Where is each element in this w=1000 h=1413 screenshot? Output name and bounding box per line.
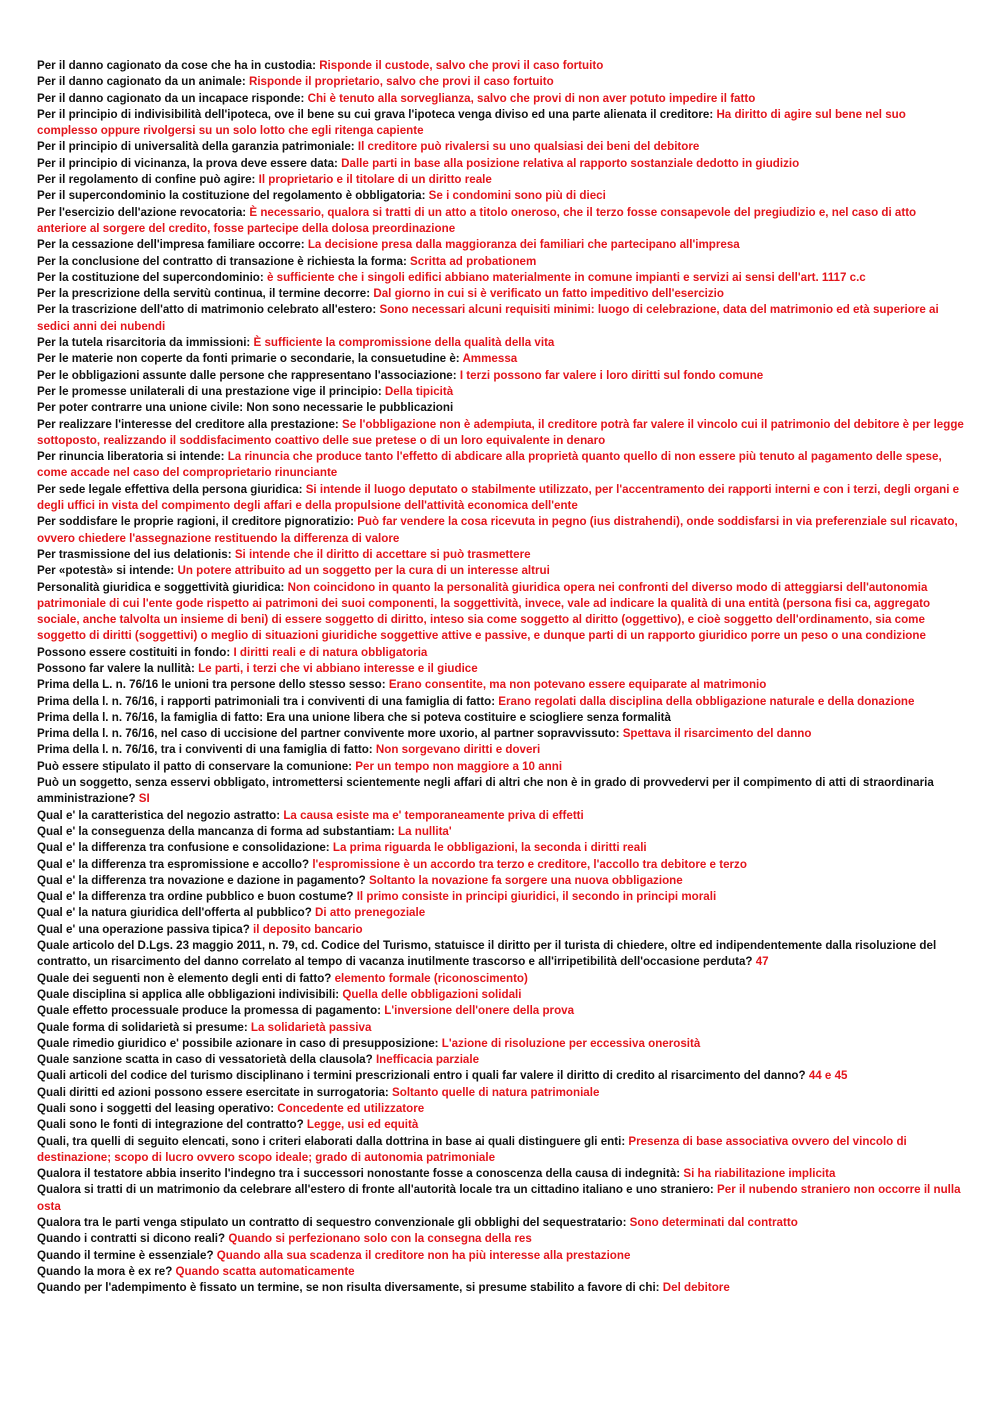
- question-text: Per il regolamento di confine può agire:: [37, 173, 259, 187]
- question-text: Per il danno cagionato da un incapace risponde:: [37, 91, 308, 105]
- question-text: Per soddisfare le proprie ragioni, il creditore pignoratizio:: [37, 515, 358, 529]
- answer-text: L'inversione dell'onere della prova: [384, 1004, 575, 1018]
- answer-text: Quando si perfezionano solo con la consegna della res: [228, 1232, 532, 1246]
- answer-text: Scritta ad probationem: [410, 254, 537, 268]
- answer-text: La prima riguarda le obbligazioni, la seconda i diritti reali: [332, 841, 647, 855]
- answer-text: SI: [138, 792, 150, 806]
- question-text: Possono far valere la nullità:: [37, 661, 199, 675]
- question-text: Quali sono i soggetti del leasing operativo:: [37, 1102, 278, 1115]
- question-text: Per il supercondominio la costituzione del regolamento è obbligatoria:: [37, 189, 429, 203]
- question-text: Qualora si tratti di un matrimonio da celebrare all'estero di fronte all'autorità locale tra un cittadino italiano e uno straniero:: [37, 1183, 718, 1197]
- qa-entry: [37, 139, 967, 155]
- question-text: Quali sono le fonti di integrazione del contratto?: [37, 1118, 307, 1132]
- answer-text: Per un tempo non maggiore a 10 anni: [355, 759, 563, 773]
- qa-entry: [37, 922, 967, 938]
- answer-text: Di atto prenegoziale: [315, 906, 426, 920]
- qa-entry: [37, 384, 967, 400]
- answer-text: Si intende il luogo deputato o stabilmente utilizzato, per l'accentramento dei rapporti interni e con i terzi, degli organi e degli uffici in vista del compimento degli affari e della propulsione dell'attività economica dell'ente: [37, 482, 960, 513]
- answer-text: Sono necessari alcuni requisiti minimi: luogo di celebrazione, data del matrimonio ed età superiore ai sedici anni dei nubendi: [37, 303, 939, 333]
- answer-text: l'espromissione è un accordo tra terzo e creditore, l'accollo tra debitore e terzo: [312, 857, 747, 871]
- question-text: Per le promesse unilaterali di una prestazione vige il principio:: [37, 384, 385, 398]
- answer-text: Può far vendere la cosa ricevuta in pegno (ius distrahendi), onde soddisfarsi in via preferenziale sul ricavato, ovvero chiedere l'assegnazione restituendo la differenza di valore: [37, 515, 958, 545]
- answer-text: Concedente ed utilizzatore: [277, 1102, 425, 1115]
- question-text: Possono essere costituiti in fondo:: [37, 645, 234, 659]
- question-text: Prima della l. n. 76/16, i rapporti patrimoniali tra i conviventi di una famiglia di fatto:: [37, 694, 499, 708]
- answer-text: Risponde il custode, salvo che provi il caso fortuito: [319, 59, 604, 72]
- answer-text: Il creditore può rivalersi su uno qualsiasi dei beni del debitore: [357, 140, 700, 154]
- question-text: Quando il termine è essenziale?: [37, 1248, 217, 1262]
- qa-entry: [37, 1117, 967, 1133]
- qa-entry: [37, 1166, 967, 1182]
- qa-entry: [37, 857, 967, 873]
- qa-entry: [37, 237, 967, 253]
- qa-entry: [37, 987, 967, 1003]
- qa-entry: [37, 938, 967, 971]
- question-text: Quando per l'adempimento è fissato un termine, se non risulta diversamente, si presume stabilito a favore di chi:: [37, 1281, 663, 1295]
- question-text: Quale sanzione scatta in caso di vessatorietà della clausola?: [37, 1053, 376, 1067]
- answer-text: Le parti, i terzi che vi abbiano interesse e il giudice: [198, 661, 478, 675]
- answer-text: Se i condomini sono più di dieci: [428, 189, 606, 203]
- question-text: Per le materie non coperte da fonti primarie o secondarie, la consuetudine è:: [37, 352, 463, 366]
- qa-entry: [37, 74, 967, 90]
- answer-text: Si intende che il diritto di accettare si può trasmettere: [234, 547, 531, 561]
- question-text: Qual e' la differenza tra novazione e dazione in pagamento?: [37, 873, 369, 887]
- qa-entry: [37, 1231, 967, 1247]
- qa-entry: [37, 661, 967, 677]
- qa-entry: [37, 694, 967, 710]
- answer-text: L'azione di risoluzione per eccessiva onerosità: [441, 1036, 701, 1050]
- qa-entry: [37, 286, 967, 302]
- question-text: Quale effetto processuale produce la promessa di pagamento:: [37, 1004, 385, 1018]
- qa-entry: [37, 156, 967, 172]
- answer-text: Se l'obbligazione non è adempiuta, il creditore potrà far valere il vincolo cui il patrimonio del debitore è per legge sottoposto, realizzando il soddisfacimento coattivo delle sue pretese o di un loro equivalente in denaro: [37, 417, 964, 447]
- answer-text: Ha diritto di agire sul bene nel suo complesso oppure rivolgersi su un solo lotto che egli ritenga capiente: [37, 107, 906, 138]
- answer-text: Un potere attribuito ad un soggetto per la cura di un interesse altrui: [177, 564, 550, 578]
- question-text: Per «potestà» si intende:: [37, 564, 178, 578]
- question-text: Prima della l. n. 76/16, nel caso di uccisione del partner convivente more uxorio, al partner sopravvissuto:: [37, 727, 623, 741]
- question-text: Per poter contrarre una unione civile: Non sono necessarie le pubblicazioni: [37, 401, 454, 415]
- answer-text: Chi è tenuto alla sorveglianza, salvo che provi di non aver potuto impedire il fatto: [307, 91, 756, 105]
- answer-text: Ammessa: [462, 352, 518, 366]
- answer-text: Non sorgevano diritti e doveri: [375, 743, 541, 757]
- qa-entry: [37, 58, 967, 74]
- qa-entry: [37, 645, 967, 661]
- qa-entry: [37, 547, 967, 563]
- question-text: Per la tutela risarcitoria da immissioni:: [37, 336, 254, 350]
- answer-text: il deposito bancario: [253, 922, 363, 936]
- answer-text: Per il nubendo straniero non occorre il nulla osta: [37, 1183, 961, 1213]
- question-text: Per le obbligazioni assunte dalle persone che rappresentano l'associazione:: [37, 368, 460, 382]
- qa-entry: [37, 335, 967, 351]
- question-text: Prima della l. n. 76/16, la famiglia di fatto: Era una unione libera che si poteva costituire e sciogliere senza formalità: [37, 710, 671, 724]
- qa-entry: [37, 971, 967, 987]
- qa-entry: [37, 1101, 967, 1117]
- qa-entry: [37, 514, 967, 547]
- question-text: Per la trascrizione dell'atto di matrimonio celebrato all'estero:: [37, 303, 380, 317]
- question-text: Prima della l. n. 76/16, tra i conviventi di una famiglia di fatto:: [37, 743, 376, 757]
- question-text: Qual e' la differenza tra espromissione e accollo?: [37, 857, 313, 871]
- qa-entry: [37, 400, 967, 416]
- qa-entry: [37, 726, 967, 742]
- answer-text: La causa esiste ma e' temporaneamente priva di effetti: [283, 808, 584, 822]
- qa-entry: [37, 205, 967, 238]
- question-text: Per rinuncia liberatoria si intende:: [37, 450, 228, 464]
- question-text: Quale articolo del D.Lgs. 23 maggio 2011, n. 79, cd. Codice del Turismo, statuisce il diritto per il turista di chiedere, oltre ed indipendentemente dalla risoluzione del contratto, un risarcimento del danno correlato al tempo di vacanza inutilmente trascorso e all'irripetibilità dell'occasione perduta?: [37, 939, 937, 969]
- question-text: Per la conclusione del contratto di transazione è richiesta la forma:: [37, 254, 411, 268]
- qa-document: [37, 58, 967, 1297]
- answer-text: Soltanto la novazione fa sorgere una nuova obbligazione: [368, 873, 683, 887]
- question-text: Quali articoli del codice del turismo disciplinano i termini prescrizionali entro i quali far valere il diritto di credito al risarcimento del danno?: [37, 1069, 809, 1083]
- qa-entry: [37, 107, 967, 140]
- qa-entry: [37, 808, 967, 824]
- qa-entry: [37, 1248, 967, 1264]
- question-text: Per il danno cagionato da cose che ha in custodia:: [37, 59, 320, 72]
- answer-text: Inefficacia parziale: [375, 1053, 480, 1067]
- question-text: Qual e' la conseguenza della mancanza di forma ad substantiam:: [37, 824, 398, 838]
- answer-text: È sufficiente la compromissione della qualità della vita: [253, 336, 555, 350]
- question-text: Qual e' la natura giuridica dell'offerta al pubblico?: [37, 906, 316, 920]
- question-text: Qualora tra le parti venga stipulato un contratto di sequestro convenzionale gli obblighi del sequestratario:: [37, 1216, 630, 1230]
- answer-text: È necessario, qualora si tratti di un atto a titolo oneroso, che il terzo fosse consapevole del pregiudizio e, nel caso di atto anteriore al sorgere del credito, fosse partecipe della dolosa preordinazione: [37, 205, 917, 235]
- qa-entry: [37, 677, 967, 693]
- answer-text: 47: [755, 955, 769, 969]
- question-text: Qualora il testatore abbia inserito l'indegno tra i successori nonostante fosse a conoscenza della causa di indegnità:: [37, 1167, 684, 1181]
- question-text: Quale rimedio giuridico e' possibile azionare in caso di presupposizione:: [37, 1036, 442, 1050]
- question-text: Quali, tra quelli di seguito elencati, sono i criteri elaborati dalla dottrina in base ai quali distinguere gli enti:: [37, 1134, 629, 1148]
- qa-entry: [37, 840, 967, 856]
- question-text: Quali diritti ed azioni possono essere esercitate in surrogatoria:: [37, 1085, 392, 1099]
- qa-entry: [37, 905, 967, 921]
- question-text: Quale dei seguenti non è elemento degli enti di fatto?: [37, 971, 335, 985]
- qa-entry: [37, 889, 967, 905]
- answer-text: Erano regolati dalla disciplina della obbligazione naturale e della donazione: [498, 694, 915, 708]
- answer-text: Soltanto quelle di natura patrimoniale: [392, 1085, 600, 1099]
- answer-text: I diritti reali e di natura obbligatoria: [233, 645, 428, 659]
- question-text: Qual e' la differenza tra ordine pubblico e buon costume?: [37, 890, 357, 904]
- qa-entry: [37, 742, 967, 758]
- qa-entry: [37, 1020, 967, 1036]
- question-text: Per l'esercizio dell'azione revocatoria:: [37, 205, 250, 219]
- qa-entry: [37, 580, 967, 645]
- qa-entry: [37, 368, 967, 384]
- qa-entry: [37, 710, 967, 726]
- qa-entry: [37, 1134, 967, 1167]
- answer-text: Sono determinati dal contratto: [629, 1216, 798, 1230]
- answer-text: Quando alla sua scadenza il creditore non ha più interesse alla prestazione: [216, 1248, 631, 1262]
- question-text: Qual e' la differenza tra confusione e consolidazione:: [37, 841, 333, 855]
- answer-text: Del debitore: [662, 1281, 730, 1295]
- answer-text: Non coincidono in quanto la personalità giuridica opera nei confronti del diverso modo di atteggiarsi dell'autonomia patrimoniale di cui l'ente gode rispetto ai patrimoni dei suoi componenti, la soggettività, invece, vale ad indicare la qualità di una entità (persona fisi ca, aggregato sociale, anche talvolta un insieme di beni) di essere soggetto di diritto, inteso sia come soggetto al diritto (oggettivo), e cioè soggetto dell'ordinamento, sia come soggetto di diritti (soggettivi) o meglio di situazioni giuridiche soggettive attive e passive, e dunque parti di un rapporto giuridico porre un peso o una condizione: [37, 580, 931, 643]
- qa-entry: [37, 270, 967, 286]
- question-text: Quale forma di solidarietà si presume:: [37, 1020, 251, 1034]
- qa-entry: [37, 1003, 967, 1019]
- answer-text: Spettava il risarcimento del danno: [622, 727, 812, 741]
- answer-text: Si ha riabilitazione implicita: [683, 1167, 836, 1181]
- qa-entry: [37, 563, 967, 579]
- qa-entry: [37, 873, 967, 889]
- answer-text: Presenza di base associativa ovvero del vincolo di destinazione; scopo di lucro ovvero scopo ideale; grado di autonomia patrimoniale: [37, 1134, 907, 1164]
- qa-entry: [37, 302, 967, 335]
- question-text: Per realizzare l'interesse del creditore alla prestazione:: [37, 417, 342, 431]
- question-text: Per il principio di indivisibilità dell'ipoteca, ove il bene su cui grava l'ipoteca venga diviso ed una parte alienata il creditore:: [37, 107, 717, 121]
- qa-entry: [37, 1052, 967, 1068]
- answer-text: Quando scatta automaticamente: [175, 1264, 355, 1278]
- answer-text: La nullita': [397, 824, 452, 838]
- question-text: Per il danno cagionato da un animale:: [37, 75, 249, 89]
- answer-text: Il primo consiste in principi giuridici, il secondo in principi morali: [356, 890, 717, 904]
- answer-text: Legge, usi ed equità: [306, 1118, 419, 1132]
- question-text: Qual e' la caratteristica del negozio astratto:: [37, 808, 284, 822]
- qa-entry: [37, 1085, 967, 1101]
- answer-text: 44 e 45: [808, 1069, 848, 1083]
- question-text: Per il principio di vicinanza, la prova deve essere data:: [37, 156, 342, 170]
- question-text: Quando i contratti si dicono reali?: [37, 1232, 229, 1246]
- qa-entry: [37, 775, 967, 808]
- qa-entry: [37, 824, 967, 840]
- question-text: Per trasmissione del ius delationis:: [37, 547, 235, 561]
- question-text: Qual e' una operazione passiva tipica?: [37, 922, 254, 936]
- question-text: Personalità giuridica e soggettività giuridica:: [37, 580, 288, 594]
- question-text: Quando la mora è ex re?: [37, 1264, 176, 1278]
- answer-text: Quella delle obbligazioni solidali: [342, 987, 522, 1001]
- qa-entry: [37, 1264, 967, 1280]
- answer-text: Dalle parti in base alla posizione relativa al rapporto sostanziale dedotto in giudizio: [341, 156, 800, 170]
- qa-entry: [37, 91, 967, 107]
- qa-entry: [37, 1182, 967, 1215]
- question-text: Per la costituzione del supercondominio:: [37, 270, 267, 284]
- answer-text: elemento formale (riconoscimento): [334, 971, 528, 985]
- answer-text: I terzi possono far valere i loro diritti sul fondo comune: [459, 368, 764, 382]
- answer-text: Il proprietario e il titolare di un diritto reale: [258, 173, 492, 187]
- qa-entry: [37, 254, 967, 270]
- answer-text: Della tipicità: [384, 384, 454, 398]
- qa-entry: [37, 351, 967, 367]
- question-text: Per la cessazione dell'impresa familiare occorre:: [37, 238, 308, 252]
- qa-entry: [37, 1280, 967, 1296]
- qa-entry: [37, 482, 967, 515]
- question-text: Può un soggetto, senza esservi obbligato, intromettersi scientemente negli affari di altri che non è in grado di provvedervi per il compimento di atti di straordinaria amministrazione?: [37, 776, 934, 806]
- answer-text: La solidarietà passiva: [250, 1020, 372, 1034]
- question-text: Prima della L. n. 76/16 le unioni tra persone dello stesso sesso:: [37, 678, 389, 692]
- answer-text: La rinuncia che produce tanto l'effetto di abdicare alla proprietà quanto quello di non essere più tenuto al pagamento delle spese, come accade nel caso del comproprietario rinunciante: [37, 450, 942, 480]
- question-text: Per sede legale effettiva della persona giuridica:: [37, 482, 306, 496]
- qa-entry: [37, 417, 967, 450]
- question-text: Per la prescrizione della servitù continua, il termine decorre:: [37, 287, 374, 301]
- qa-entry: [37, 1036, 967, 1052]
- qa-entry: [37, 1068, 967, 1084]
- qa-entry: [37, 188, 967, 204]
- question-text: Quale disciplina si applica alle obbligazioni indivisibili:: [37, 987, 343, 1001]
- answer-text: Risponde il proprietario, salvo che provi il caso fortuito: [248, 75, 554, 89]
- qa-entry: [37, 172, 967, 188]
- answer-text: è sufficiente che i singoli edifici abbiano materialmente in comune impianti e servizi ai sensi dell'art. 1117 c.c: [266, 270, 866, 284]
- qa-entry: [37, 449, 967, 482]
- question-text: Può essere stipulato il patto di conservare la comunione:: [37, 759, 356, 773]
- answer-text: Erano consentite, ma non potevano essere equiparate al matrimonio: [388, 678, 767, 692]
- qa-entry: [37, 1215, 967, 1231]
- question-text: Per il principio di universalità della garanzia patrimoniale:: [37, 140, 358, 154]
- qa-entry: [37, 759, 967, 775]
- answer-text: La decisione presa dalla maggioranza dei familiari che partecipano all'impresa: [307, 238, 740, 252]
- answer-text: Dal giorno in cui si è verificato un fatto impeditivo dell'esercizio: [373, 287, 724, 301]
